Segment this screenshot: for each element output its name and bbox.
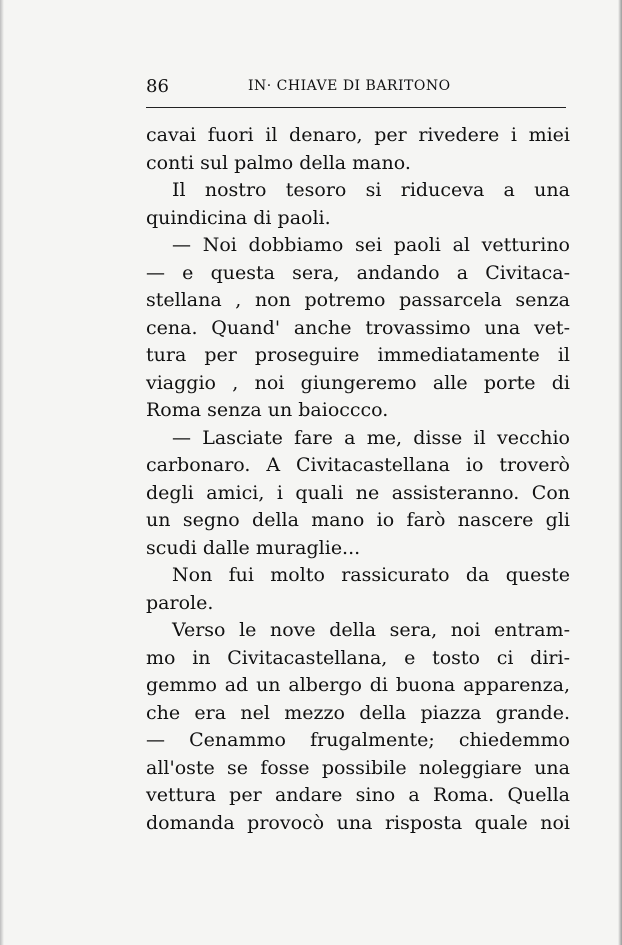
text-line: quindicina di paoli.	[146, 206, 331, 229]
text-line: cena. Quand' anche trovassimo una vet-	[146, 316, 570, 339]
text-line: parole.	[146, 591, 214, 614]
page-edge-right	[618, 0, 622, 945]
page-number: 86	[146, 76, 169, 97]
text-line: conti sul palmo della mano.	[146, 151, 411, 174]
text-line: scudi dalle muraglie...	[146, 536, 361, 559]
text-line: — Noi dobbiamo sei paoli al vetturino	[172, 234, 570, 256]
text-line: all'oste se fosse possibile noleggiare una	[146, 756, 570, 779]
header-rule	[146, 107, 566, 108]
running-title: IN· CHIAVE DI BARITONO	[248, 78, 451, 94]
text-line: Non fui molto rassicurato da queste	[172, 564, 570, 586]
text-line: degli amici, i quali ne assisteranno. Con	[146, 481, 570, 504]
text-line: cavai fuori il denaro, per rivedere i miei	[146, 124, 570, 146]
text-line: carbonaro. A Civitacastellana io troverò	[146, 454, 570, 476]
text-line: — e questa sera, andando a Civitaca-	[146, 261, 570, 284]
text-line: — Cenammo frugalmente; chiedemmo	[146, 729, 570, 751]
text-line: vettura per andare sino a Roma. Quella	[146, 784, 570, 806]
page-edge-left	[0, 0, 4, 945]
text-line: che era nel mezzo della piazza grande.	[146, 701, 570, 724]
text-line: Verso le nove della sera, noi entram-	[172, 619, 570, 641]
text-line: gemmo ad un albergo di buona apparenza,	[146, 674, 570, 696]
text-line: tura per proseguire immediatamente il	[146, 344, 570, 366]
text-line: viaggio , noi giungeremo alle porte di	[146, 371, 570, 394]
text-line: — Lasciate fare a me, disse il vecchio	[172, 426, 570, 449]
body-text	[146, 122, 570, 837]
text-line: domanda provocò una risposta quale noi	[146, 811, 570, 834]
text-line: un segno della mano io farò nascere gli	[146, 509, 570, 531]
text-line: mo in Civitacastellana, e tosto ci diri-	[146, 646, 570, 669]
text-line: stellana , non potremo passarcela senza	[146, 289, 570, 311]
text-line: Il nostro tesoro si riduceva a una	[172, 179, 570, 201]
page-header	[146, 76, 566, 100]
text-line: Roma senza un baioccco.	[146, 399, 389, 421]
